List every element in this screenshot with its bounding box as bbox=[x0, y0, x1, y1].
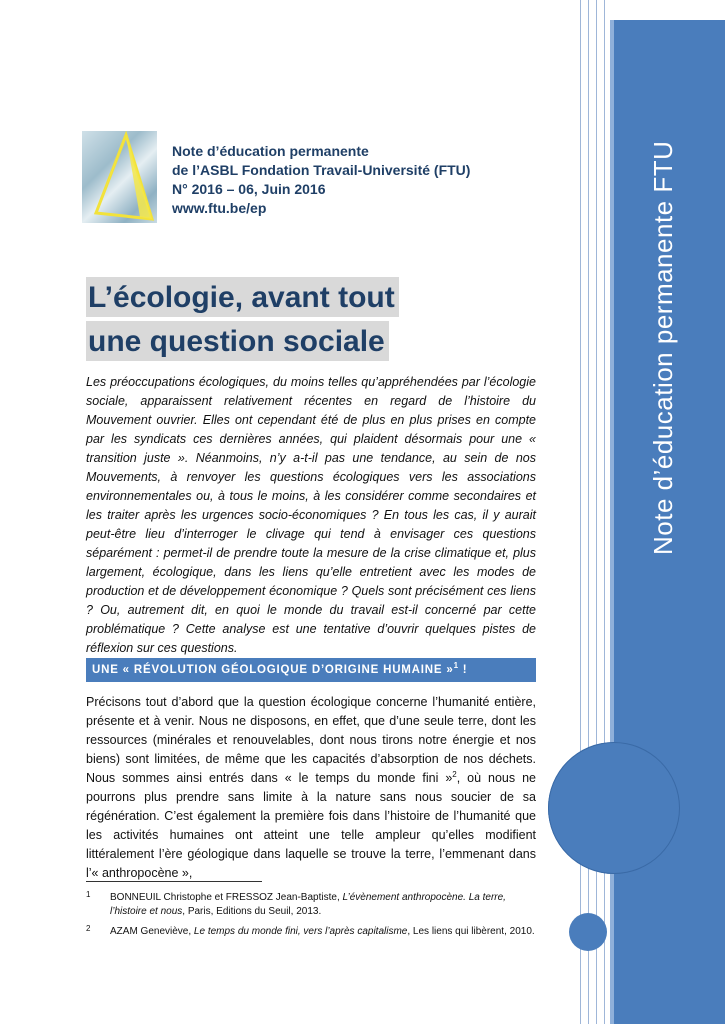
decorative-circle-small bbox=[569, 913, 607, 951]
section-heading-text: UNE « RÉVOLUTION GÉOLOGIQUE D’ORIGINE HUMAINE » bbox=[92, 664, 454, 676]
section-heading-footnote-ref[interactable]: 1 bbox=[453, 661, 459, 671]
section-heading-end: ! bbox=[458, 664, 468, 676]
body-text-part-2: , où nous ne pourrons plus prendre sans limite à la nature sans nous soucier de sa régénération. C’est également la première fois dans l’histoire de l’humanité que les activités humaines ont atteint une telle ampleur qu’elles modifient littéralement l’ère géologique dans laquelle se trouve la terre, l’emmenant dans l’« anthropocène », bbox=[86, 771, 536, 880]
body-paragraph bbox=[86, 693, 536, 883]
footnote-publication: , Les liens qui libèrent, 2010. bbox=[407, 926, 535, 937]
footnote-work-title: L’évènement anthropocène. La terre, l’histoire et nous bbox=[110, 892, 506, 917]
footnote-separator bbox=[86, 881, 262, 882]
footnote-author: BONNEUIL Christophe et FRESSOZ Jean-Baptiste, bbox=[110, 892, 343, 903]
header-line-organisation: de l’ASBL Fondation Travail-Université (FTU) bbox=[172, 162, 471, 178]
footnote-publication: , Paris, Editions du Seuil, 2013. bbox=[182, 906, 322, 917]
header-line-series: Note d’éducation permanente bbox=[172, 143, 369, 159]
decorative-circle-large bbox=[548, 742, 680, 874]
footnote-work-title: Le temps du monde fini, vers l’après capitalisme bbox=[193, 926, 408, 937]
section-heading bbox=[86, 658, 536, 682]
document-header bbox=[172, 142, 470, 218]
footnote-author: AZAM Geneviève, bbox=[110, 926, 194, 937]
title-line-2: une question sociale bbox=[86, 321, 389, 361]
title-line-1: L’écologie, avant tout bbox=[86, 277, 399, 317]
footnote-number: 1 bbox=[86, 890, 91, 899]
header-line-issue: N° 2016 – 06, Juin 2016 bbox=[172, 181, 326, 197]
ftu-logo bbox=[82, 131, 157, 223]
footnote-number: 2 bbox=[86, 924, 91, 933]
body-footnote-ref[interactable]: 2 bbox=[452, 769, 457, 779]
body-text-part-1: Précisons tout d’abord que la question écologique concerne l’humanité entière, présente et à venir. Nous ne disposons, en effet, que d’une seule terre, dont les ressources (minérales et renouvelables, dont nous tirons notre énergie et nos biens) sont limitées, de même que les capacités d’absorption de nos déchets. Nous sommes ainsi entrés dans « le temps du monde fini » bbox=[86, 695, 536, 785]
side-title: Note d’éducation permanente FTU bbox=[648, 140, 678, 555]
abstract-paragraph: Les préoccupations écologiques, du moins telles qu’appréhendées par l’écologie sociale, apparaissent relativement récentes en regard de l’histoire du Mouvement ouvrier. Elles ont cependant été de plus en plus prises en compte par les syndicats ces dernières années, qui plaident désormais pour une « transition juste ». Néanmoins, n’y a-t-il pas une tendance, au sein de nos Mouvements, à renvoyer les questions écologiques vers les associations environnementales ou, à tous le moins, à les considérer comme secondaires et les traiter après les urgences socio-économiques ? En tous les cas, il y aurait peut-être lieu d’interroger le clivage qui tend à envisager ces questions séparément : permet-il de prendre toute la mesure de la crise climatique et, plus largement, écologique, dans les liens qu’elle entretient avec les modes de production et de développement économique ? Quels sont précisément ces liens ? Ou, autrement dit, en quoi le monde du travail est-il concerné par cette problématique ? Cette analyse est une tentative d’ouvrir quelques pistes de réflexion sur ces questions. bbox=[86, 375, 536, 655]
footnote-2 bbox=[86, 925, 536, 939]
document-title bbox=[86, 277, 399, 365]
footnote-1 bbox=[86, 891, 536, 919]
header-line-website[interactable]: www.ftu.be/ep bbox=[172, 200, 267, 216]
